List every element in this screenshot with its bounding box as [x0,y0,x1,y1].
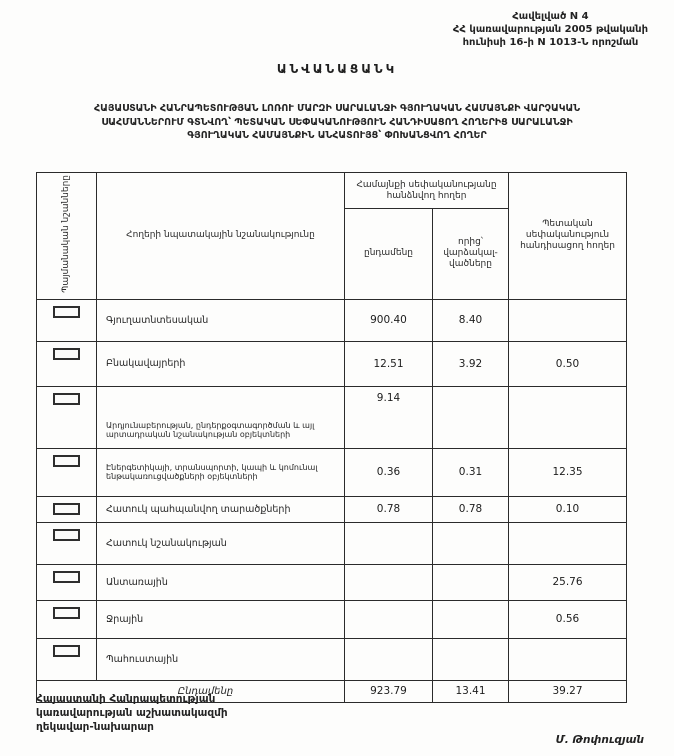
total-row-state-value: 39.27 [509,680,627,702]
table-row [37,386,627,448]
row-label: Հատուկ պահպանվող տարածքների [97,496,345,522]
legend-box-icon [53,348,80,360]
row-total-value: 0.36 [345,448,433,496]
sign-cell [37,564,97,600]
row-leased-value: 0.31 [433,448,509,496]
row-label: Ջրային [97,600,345,638]
document-subtitle [0,102,674,143]
row-total-value: 12.51 [345,341,433,386]
row-label: Էներգետիկայի, տրանսպորտի, կապի և կոմունալ ենթակառուցվածքների օբյեկտների [97,448,345,496]
legend-box-icon [53,529,80,541]
signatory-line-3: ղեկավար-նախարար [36,721,154,733]
row-total-value [345,522,433,564]
row-total-value: 0.78 [345,496,433,522]
row-state-value [509,522,627,564]
subtitle-line-1: ՀԱՅԱՍՏԱՆԻ ՀԱՆՐԱՊԵՏՈՒԹՅԱՆ ԼՈՌՈՒ ՄԱՐԶԻ ՍԱՐԱԼԱՆՋԻ ԳՅՈՒՂԱԿԱՆ ՀԱՄԱՅՆՔԻ ՎԱՐՉԱԿԱՆ [93,103,581,114]
header-land-purpose: Հողերի նպատակային նշանակությունը [97,173,345,300]
row-state-value [509,638,627,680]
header-sub-total: ընդամենը [345,209,433,300]
signatory-position-block [36,692,228,734]
table-row [37,564,627,600]
total-row-label: Ընդամենը [37,680,345,702]
table-row [37,448,627,496]
header-conventional-signs-label: Պայմանական նշանները [61,175,71,293]
header-state-lands: Պետական սեփականություն հանդիսացող հողեր [509,173,627,300]
total-row-total-value: 923.79 [345,680,433,702]
row-leased-value: 0.78 [433,496,509,522]
row-leased-value [433,564,509,600]
row-label: Պահուստային [97,638,345,680]
row-state-value: 0.50 [509,341,627,386]
row-label: Հատուկ նշանակության [97,522,345,564]
legend-box-icon [53,393,80,405]
row-leased-value: 3.92 [433,341,509,386]
row-state-value [509,299,627,341]
legend-box-icon [53,645,80,657]
sign-cell [37,600,97,638]
land-transfer-table [36,172,627,703]
signatory-name: Մ. Թոփուզյան [555,734,644,746]
row-label: Գյուղատնտեսական [97,299,345,341]
sign-cell [37,496,97,522]
row-label: Անտառային [97,564,345,600]
table-row [37,522,627,564]
table-row [37,341,627,386]
subtitle-line-3: ԳՅՈՒՂԱԿԱՆ ՀԱՄԱՅՆՔԻՆ ԱՆՀԱՏՈՒՅՑ՝ ՓՈԽԱՆՑՎՈՂ ՀՈՂԵՐ [187,130,487,141]
sign-cell [37,522,97,564]
table-header-row-1 [37,173,627,209]
header-conventional-signs [37,173,97,300]
annex-reference [453,10,648,49]
row-state-value: 12.35 [509,448,627,496]
row-leased-value [433,522,509,564]
header-community-lands-group: Համայնքի սեփականությանը հանձնվող հողեր [345,173,509,209]
row-state-value: 25.76 [509,564,627,600]
table-row [37,638,627,680]
table-row [37,600,627,638]
signatory-line-1: Հայաստանի Հանրապետության [36,693,216,705]
row-total-value: 900.40 [345,299,433,341]
page-title: ԱՆՎԱՆԱՑԱՆԿ [276,62,398,76]
legend-box-icon [53,306,80,318]
annex-line-1: Հավելված N 4 [512,11,589,22]
row-state-value: 0.56 [509,600,627,638]
sign-cell [37,299,97,341]
legend-box-icon [53,571,80,583]
sign-cell [37,386,97,448]
row-total-value [345,564,433,600]
sign-cell [37,448,97,496]
subtitle-line-2: ՍԱՀՄԱՆՆԵՐՈՒՄ ԳՏՆՎՈՂ՝ ՊԵՏԱԿԱՆ ՍԵՓԱԿԱՆՈՒԹՅՈՒՆ ՀԱՆԴԻՍԱՑՈՂ ՀՈՂԵՐԻՑ ՍԱՐԱԼԱՆՋԻ [101,116,573,128]
sign-cell [37,341,97,386]
row-leased-value [433,638,509,680]
row-leased-value [433,600,509,638]
row-total-value [345,600,433,638]
legend-box-icon [53,503,80,515]
header-sub-leased: որից՝ վարձակալ- վածները [433,209,509,300]
row-label: Բնակավայրերի [97,341,345,386]
sign-cell [37,638,97,680]
legend-box-icon [53,455,80,467]
total-row-leased-value: 13.41 [433,680,509,702]
row-state-value: 0.10 [509,496,627,522]
annex-line-3: հունիսի 16-ի N 1013-Ն որոշման [462,37,639,48]
signatory-line-2: կառավարության աշխատակազմի [36,707,228,719]
row-total-value [345,638,433,680]
row-label: Արդյունաբերության, ընդերքօգտագործման և այլ արտադրական նշանակության օբյեկտների [97,386,345,448]
table-row [37,299,627,341]
row-state-value [509,386,627,448]
table-row [37,496,627,522]
row-leased-value [433,386,509,448]
legend-box-icon [53,607,80,619]
row-total-value: 9.14 [345,386,433,448]
row-leased-value: 8.40 [433,299,509,341]
annex-line-2: ՀՀ կառավարության 2005 թվականի [452,24,648,35]
